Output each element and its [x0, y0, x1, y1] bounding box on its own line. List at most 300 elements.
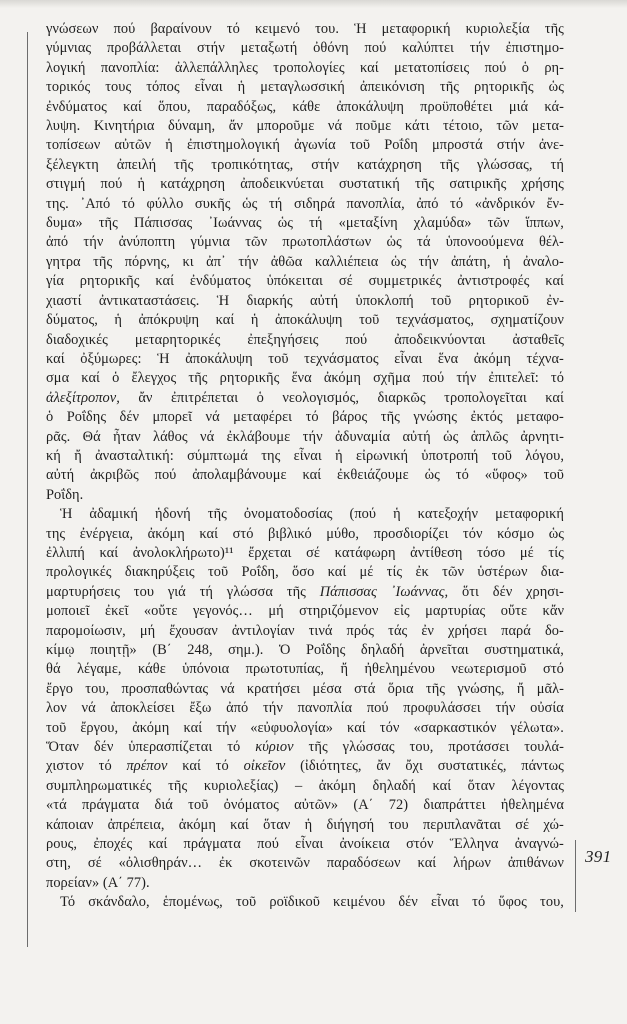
- word: του: [388, 816, 409, 833]
- word: Ἕλληνα: [449, 836, 499, 853]
- word: καί: [81, 370, 100, 387]
- word: μεταγλωσσική: [260, 79, 345, 96]
- word: ἐνδύματος: [189, 273, 251, 290]
- word: ἀνολοκλήρωτο)¹¹: [132, 544, 234, 561]
- word: τῆς: [168, 777, 188, 794]
- word: ρους,: [46, 836, 78, 853]
- word: ρητορικῆς: [79, 273, 140, 290]
- word: συστατική: [338, 176, 400, 193]
- text-line: [46, 195, 564, 214]
- word: ἔξω: [189, 700, 212, 717]
- word: ἐκ: [219, 855, 233, 872]
- word: κή: [46, 447, 61, 464]
- word: του,: [540, 894, 564, 911]
- word: κά-: [544, 98, 564, 115]
- word: ἀκόμη: [318, 777, 356, 794]
- word: προσπαθώντας: [121, 680, 209, 697]
- word: τοπίσεων: [46, 137, 101, 154]
- word: διακηρύξεις: [124, 564, 195, 581]
- word: καί: [347, 719, 366, 736]
- word: ἀπεικόνιση: [359, 79, 425, 96]
- word: τοῦ: [207, 564, 229, 581]
- word: καί: [199, 525, 219, 542]
- word: πανοπλία: [297, 700, 353, 717]
- word: κειμένου: [333, 894, 386, 911]
- word: ὑστέρων: [477, 564, 528, 581]
- word: μετατοπίσεις: [394, 59, 470, 76]
- text-line: [46, 233, 564, 252]
- word: ἀπάτη,: [450, 253, 491, 270]
- word: λον: [46, 700, 67, 717]
- word: κίμῳ: [46, 642, 75, 658]
- word: ἄν: [376, 758, 391, 775]
- text-line: [46, 796, 564, 815]
- word: βιβλικό: [268, 525, 312, 542]
- word: ἀπιθάνων: [507, 855, 564, 872]
- text-line: [46, 874, 564, 893]
- word: σχῆμα: [373, 370, 411, 387]
- word: στό: [232, 525, 254, 542]
- word: γνώσεων: [46, 21, 99, 37]
- word: ἔργο: [46, 680, 73, 697]
- word: κι: [182, 253, 194, 270]
- word: διαρκής: [246, 292, 293, 309]
- word: τέτοιο,: [442, 118, 483, 135]
- word: αὐτῶν: [114, 137, 152, 154]
- word: ἀπ᾿: [206, 253, 226, 270]
- word: προσδιορίζει: [373, 525, 449, 542]
- word: ἀπειλή: [116, 156, 157, 173]
- word: τή: [309, 215, 323, 232]
- word: δηλαδή: [360, 642, 405, 658]
- word: Θά: [82, 428, 101, 445]
- word: κάποιαν: [46, 816, 94, 833]
- word: της: [46, 525, 66, 542]
- word: οὐσία: [530, 700, 564, 717]
- word: προλογικές: [46, 564, 112, 581]
- text-line: [46, 893, 564, 912]
- word: Ροΐδη: [384, 137, 418, 154]
- word: λυψη.: [46, 118, 81, 135]
- word: ἤ: [74, 447, 82, 464]
- word: παρά: [501, 622, 531, 639]
- word: πού: [257, 836, 279, 853]
- word: τόσο: [477, 544, 506, 561]
- word: ὑποτροπή: [421, 447, 479, 464]
- word: αὐτή: [310, 292, 339, 309]
- word: μή: [268, 603, 284, 620]
- word: καί: [155, 273, 174, 290]
- word: γύμνια: [190, 234, 230, 251]
- word: λάθος: [153, 428, 188, 445]
- word: ἠθεληµένου: [364, 661, 435, 678]
- word: ὑπονοούμενα: [445, 234, 524, 251]
- word: προτάσσει: [448, 739, 510, 756]
- word: πρωτοτυπίας,: [245, 661, 325, 678]
- text-line: [46, 544, 564, 563]
- word: τοῦ: [359, 312, 380, 329]
- word: ἡ: [502, 253, 511, 270]
- word: ξέλεγκτη: [46, 156, 99, 173]
- word: σημ.).: [228, 642, 264, 658]
- word: κάτι: [404, 118, 430, 135]
- word: ὀξύμωρες:: [80, 350, 142, 367]
- word: ἀντιλογίαν: [231, 622, 295, 639]
- word: του,: [409, 739, 434, 756]
- word: ρη-: [544, 59, 564, 76]
- word: προφυλάσσει: [403, 700, 481, 717]
- word: τῶν: [496, 118, 519, 135]
- word: μιά: [508, 98, 529, 115]
- word: κάθε: [292, 98, 321, 115]
- word: συμμετρικές: [368, 273, 442, 290]
- word: νά: [200, 428, 215, 445]
- word: ὡς: [443, 428, 459, 445]
- text-line: [46, 39, 564, 58]
- word: δύματος,: [46, 312, 98, 329]
- word: οἰκεῖον: [243, 758, 286, 775]
- word: σέ: [338, 273, 353, 290]
- word: τή: [199, 583, 213, 600]
- word: κυριολεξία: [465, 21, 530, 37]
- word: βάρος: [332, 409, 368, 426]
- word: «ὕφος»: [484, 467, 528, 484]
- text-line: [46, 156, 564, 175]
- word: γλώσσας,: [476, 156, 533, 173]
- word: εἰρωνική: [355, 447, 409, 464]
- word: ἐκ: [415, 564, 429, 581]
- body-text: [46, 20, 564, 913]
- word: ἐποχές: [93, 836, 133, 853]
- word: νά: [220, 680, 235, 697]
- word: θά: [46, 661, 61, 678]
- word: τῆς: [544, 21, 564, 37]
- word: ἡ: [114, 312, 122, 329]
- word: πού: [484, 59, 507, 76]
- text-line: [46, 622, 564, 641]
- word: Πάπισσας: [319, 583, 377, 600]
- word: Τό: [60, 894, 76, 911]
- word: ἐπιστημο-: [505, 40, 564, 57]
- word: ἀναγνώ-: [514, 836, 564, 853]
- word: καί: [327, 564, 347, 581]
- text-line: [46, 389, 564, 408]
- word: ἀπό: [226, 700, 249, 717]
- word: τήν: [216, 719, 237, 736]
- word: λέγοντας: [511, 777, 564, 794]
- word: ἀναλο-: [522, 253, 564, 270]
- word: τόν: [462, 525, 483, 542]
- word: ἁπλῶς: [470, 428, 508, 445]
- word: τήν: [302, 428, 323, 445]
- word: Ἡ: [354, 21, 367, 37]
- word: ὁ: [46, 409, 54, 426]
- word: ἡ: [304, 816, 313, 833]
- text-line: [46, 136, 564, 155]
- word: τήν: [456, 370, 477, 387]
- word: (ἰδιότητες,: [300, 758, 362, 775]
- word: χλαμύδα»: [413, 215, 472, 232]
- word: ἵππων,: [525, 215, 564, 232]
- word: μεταρητορικές: [134, 331, 221, 348]
- word: μέ: [359, 564, 374, 581]
- word: πού: [366, 700, 389, 717]
- word: 77).: [126, 874, 150, 891]
- word: μέσα: [312, 680, 342, 697]
- word: χρήσει: [448, 622, 488, 639]
- word: προβάλλεται: [106, 40, 182, 57]
- word: της: [261, 447, 281, 464]
- word: διαδοχικές: [46, 331, 108, 348]
- word: ὑπερασπίζεται: [128, 739, 213, 756]
- word: στά: [354, 680, 376, 697]
- word: μετα-: [531, 118, 564, 135]
- word: καί: [417, 855, 437, 872]
- word: «ἀνδρικόν: [474, 195, 535, 212]
- word: της.: [46, 195, 69, 212]
- word: ἀρνεῖται: [419, 642, 469, 658]
- text-line: [46, 505, 564, 524]
- word: πορείαν»: [46, 874, 103, 891]
- word: τῶν: [487, 215, 510, 232]
- word: ποιητῇ»: [90, 642, 137, 658]
- word: νά: [205, 409, 220, 426]
- word: καλύπτει: [402, 40, 454, 57]
- word: τῆς: [286, 583, 306, 600]
- word: στήν: [197, 40, 225, 57]
- word: καί: [183, 719, 203, 736]
- text-line: [46, 563, 564, 582]
- word: δηλαδή: [372, 777, 416, 794]
- text-line: [46, 311, 564, 330]
- folio-rule: [575, 840, 576, 912]
- word: ἐκλάβουμε: [226, 428, 291, 445]
- word: «ὀλισθηράν…: [118, 855, 203, 872]
- word: χιαστί: [46, 292, 82, 309]
- word: ἀδαμική: [89, 506, 138, 523]
- word: ἄν: [228, 118, 243, 135]
- word: παρομοίωσιν,: [46, 622, 126, 639]
- word: καί: [182, 758, 201, 775]
- word: Ἡ: [60, 506, 73, 523]
- word: τῆς: [425, 680, 446, 697]
- word: γεγονός…: [192, 603, 253, 620]
- word: ἡ: [250, 312, 259, 329]
- word: ἠθελημένα: [500, 797, 564, 814]
- word: στήν: [311, 156, 340, 173]
- word: «σαρκαστικόν: [413, 719, 497, 736]
- word: ἀρνητι-: [520, 428, 564, 445]
- word: στη,: [46, 855, 71, 872]
- word: πού: [345, 331, 368, 348]
- word: κἄν: [542, 603, 564, 620]
- word: ὅταν: [467, 777, 495, 794]
- word: ἀλεξίτροπον,: [46, 389, 120, 406]
- word: δια-: [540, 564, 564, 581]
- word: θέλ-: [538, 234, 564, 251]
- word: τό: [455, 467, 469, 484]
- word: γνώσης: [413, 409, 457, 426]
- word: τήν: [469, 40, 490, 57]
- text-line: [46, 331, 564, 350]
- word: ᾿Ιωάννας,: [390, 583, 449, 600]
- text-line: [46, 466, 564, 485]
- word: Ροΐδη,: [241, 564, 279, 581]
- word: (Α΄: [102, 874, 127, 891]
- word: τῆς: [308, 739, 328, 756]
- word: ἡδονή: [154, 506, 191, 523]
- word: μαρτυρίας: [425, 603, 486, 620]
- word: σέ: [87, 855, 102, 872]
- word: εἶναι: [295, 836, 324, 853]
- word: καί: [230, 816, 249, 833]
- word: δέν: [93, 739, 114, 756]
- word: στόν: [406, 836, 434, 853]
- word: τροπολογίες: [273, 59, 345, 76]
- word: ἀποδεικνύεται: [240, 176, 324, 193]
- word: πράγματα: [183, 836, 241, 853]
- word: νεωτερισμοῦ: [451, 661, 527, 678]
- word: τό: [215, 758, 229, 775]
- word: τή: [268, 195, 283, 212]
- word: εἶναι: [293, 447, 322, 464]
- word: Ροΐδης: [305, 642, 346, 658]
- word: ἔλεγχος: [131, 370, 177, 387]
- word: δέν: [492, 583, 513, 600]
- word: τροπικότητας,: [211, 156, 294, 173]
- word: Πάπισσας: [134, 215, 193, 232]
- word: πρωτοπλάστων: [282, 234, 372, 251]
- word: εἰς: [393, 603, 410, 620]
- word: ἐπιτελεῖ:: [488, 370, 539, 387]
- word: βαραίνουν: [150, 21, 212, 37]
- word: τῆς: [98, 215, 118, 232]
- text-line: [46, 369, 564, 388]
- word: ἀπό: [46, 234, 69, 251]
- word: λέγαμε,: [76, 661, 122, 678]
- word: ἀκόμη: [323, 370, 361, 387]
- word: πανοπλία:: [100, 59, 160, 76]
- word: τόν: [379, 719, 400, 736]
- word: μαρτυρήσεις: [46, 583, 120, 600]
- word: γνώσης,: [457, 680, 505, 697]
- word: τέχνα-: [526, 350, 564, 367]
- word: μύθο,: [326, 525, 360, 542]
- word: Ἡ: [157, 350, 170, 367]
- word: νά: [81, 700, 96, 717]
- word: δέν: [119, 409, 140, 426]
- word: στηριζόμενον: [299, 603, 379, 620]
- word: τήν: [83, 234, 104, 251]
- word: χρήσης: [521, 176, 564, 193]
- word: μπορεῖ: [152, 409, 193, 426]
- word: τήν: [495, 700, 516, 717]
- text-line: [46, 583, 564, 602]
- word: γλώσσα: [226, 583, 273, 600]
- word: 248,: [187, 642, 213, 658]
- word: ἐλλιπή: [46, 544, 85, 561]
- word: δύναμη,: [168, 118, 216, 135]
- word: ἀντίθεση: [410, 544, 463, 561]
- word: λογική: [46, 59, 86, 76]
- word: ὡς: [242, 195, 258, 212]
- word: κάθε: [137, 661, 166, 678]
- word: τους: [105, 79, 132, 96]
- word: συκῆς: [194, 195, 231, 212]
- text-line: [46, 738, 564, 757]
- text-line: [46, 447, 564, 466]
- word: τοῦ: [235, 894, 257, 911]
- word: πρός: [346, 622, 375, 639]
- word: ἀνύποπτη: [118, 234, 176, 251]
- word: του.: [315, 21, 339, 37]
- word: μεταξωτή: [240, 40, 298, 57]
- word: σέ: [306, 544, 321, 561]
- word: καί: [359, 59, 379, 76]
- text-line: [46, 680, 564, 699]
- word: τῆς: [93, 253, 113, 270]
- word: παραδόσεων: [326, 855, 401, 872]
- word: σέ: [515, 816, 530, 833]
- word: τοῦ: [349, 137, 371, 154]
- word: ὑπόκειται: [266, 273, 323, 290]
- word: ἀνασταλτική:: [95, 447, 174, 464]
- word: ἑπομένως,: [162, 894, 223, 911]
- word: τόπος: [146, 79, 180, 96]
- word: τό: [450, 195, 464, 212]
- word: κειμενό: [255, 21, 300, 37]
- word: χιστον: [46, 758, 84, 775]
- word: ἤ: [516, 680, 525, 697]
- word: ἀκόμη: [178, 816, 216, 833]
- word: πού: [154, 467, 177, 484]
- word: διαρκῶς: [377, 389, 426, 406]
- word: γύμνιας: [46, 40, 92, 57]
- word: ἀντικαταστάσεις.: [98, 292, 200, 309]
- page-top-edge: [0, 0, 627, 8]
- word: συστατικές,: [437, 758, 507, 775]
- text-line: [46, 117, 564, 136]
- word: φύλλο: [146, 195, 184, 212]
- word: ἀποκλείσει: [110, 700, 175, 717]
- word: πού: [113, 21, 136, 37]
- word: μεταφορική: [381, 21, 451, 37]
- text-line: [46, 408, 564, 427]
- text-line: [46, 699, 564, 718]
- word: ὁ: [256, 389, 264, 406]
- word: (Α΄: [353, 797, 374, 814]
- word: του,: [85, 680, 110, 697]
- left-margin-rule: [27, 32, 28, 947]
- word: ὅσο: [292, 564, 315, 581]
- word: αὐτῶν»: [294, 797, 339, 814]
- word: ἀποκάλυψη: [336, 98, 404, 115]
- word: ἀπόκρυψη: [138, 312, 200, 329]
- word: στό: [543, 661, 564, 678]
- word: ἐνέργεια,: [79, 525, 134, 542]
- word: ᾿Ιωάννας: [208, 215, 262, 232]
- word: γία: [46, 273, 64, 290]
- word: διήγησή: [326, 816, 375, 833]
- word: σκοτεινῶν: [249, 855, 310, 872]
- word: καί: [123, 98, 142, 115]
- word: καί: [215, 312, 235, 329]
- word: τροπολογεῖται: [444, 389, 527, 406]
- word: γέλωτα».: [510, 719, 564, 736]
- word: σχηματίζουν: [490, 312, 564, 329]
- word: ἐκεῖ: [104, 603, 129, 620]
- word: κόσμο: [497, 525, 535, 542]
